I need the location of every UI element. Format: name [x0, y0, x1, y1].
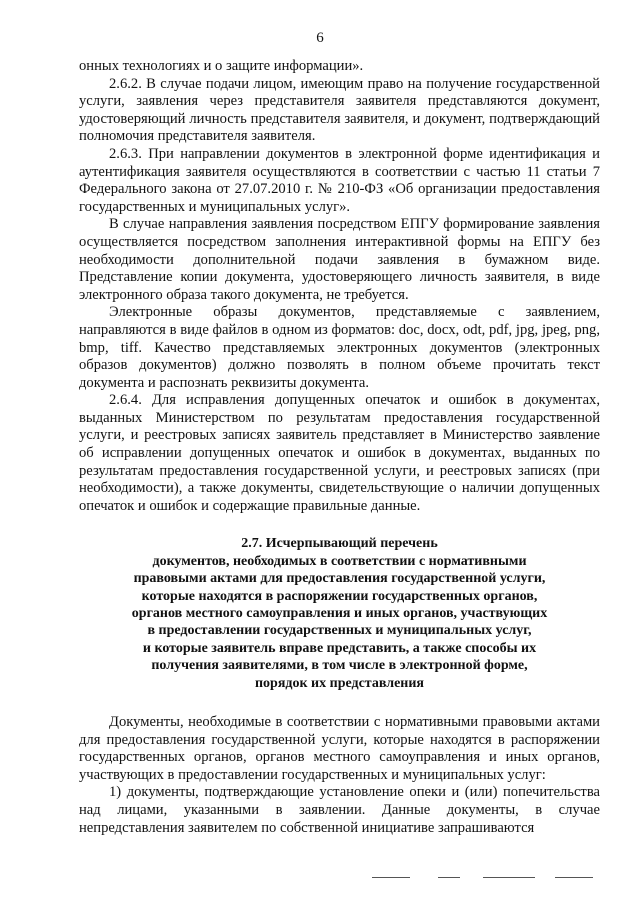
- heading-line: получения заявителями, в том числе в электронной форме,: [151, 658, 528, 674]
- section-heading: [79, 535, 600, 692]
- paragraph-formats: Электронные образы документов, представляемые с заявлением, направляются в виде файлов в одном из форматов: doc, docx, odt, pdf, jpg, jpeg, png, bmp, tiff. Качество представляемых электронных документов (электронных образов документов) должно позволять в полном объеме прочитать текст документа и распознать реквизиты документа.: [79, 304, 600, 391]
- paragraph-p264: 2.6.4. Для исправления допущенных опечаток и ошибок в документах, выданных Министерством по результатам предоставления государственной услуги, и реестровых записях заявитель представляет в Министерство заявление об исправлении допущенных опечаток и ошибок в документах, выданных по результатам предоставления государственной услуги, и реестровых записях (при необходимости), а также документы, свидетельствующие о наличии допущенных опечаток и ошибок и содержащие правильные данные.: [79, 392, 600, 514]
- heading-line: которые находятся в распоряжении государственных органов,: [141, 588, 538, 604]
- heading-line: и которые заявитель вправе представить, а также способы их: [142, 640, 537, 656]
- paragraph-p263: 2.6.3. При направлении документов в электронной форме идентификация и аутентификация заявителя осуществляются в соответствии с частью 11 статьи 7 Федерального закона от 27.07.2010 г. № 210-ФЗ «Об организации предоставления государственных и муниципальных услуг».: [79, 145, 600, 215]
- bottom-paragraphs: [79, 714, 600, 837]
- heading-line: 2.7. Исчерпывающий перечень: [241, 536, 438, 552]
- paragraph-cont: онных технологиях и о защите информации».: [79, 58, 364, 74]
- document-body: [79, 58, 600, 837]
- heading-line: органов местного самоуправления и иных органов, участвующих: [131, 606, 548, 622]
- paragraph-item1: 1) документы, подтверждающие установление опеки и (или) попечительства над лицами, указанными в заявлении. Данные документы, в случае непредставления заявителем по собственной инициативе запрашиваются: [79, 784, 600, 836]
- heading-line: порядок их представления: [254, 675, 425, 691]
- heading-line: правовыми актами для предоставления государственной услуги,: [133, 571, 546, 587]
- footer-rule: [438, 877, 460, 878]
- footer-rule: [483, 877, 535, 878]
- paragraph-epgu: В случае направления заявления посредством ЕПГУ формирование заявления осуществляется посредством заполнения интерактивной формы на ЕПГУ без необходимости дополнительной подачи заявления в бумажном виде. Представление копии документа, удостоверяющего личность заявителя, в виде электронного образа такого документа, не требуется.: [79, 216, 600, 303]
- top-paragraphs: [79, 58, 600, 515]
- heading-line: документов, необходимых в соответствии с нормативными: [152, 553, 527, 569]
- page-number: 6: [316, 30, 324, 46]
- footer-rule: [555, 877, 593, 878]
- paragraph-p262: 2.6.2. В случае подачи лицом, имеющим право на получение государственной услуги, заявления через представителя заявителя представляются документ, удостоверяющий личность представителя заявителя, и документ, подтверждающий полномочия представителя заявителя.: [79, 75, 600, 145]
- footer-rule: [372, 877, 410, 878]
- paragraph-docs: Документы, необходимые в соответствии с нормативными правовыми актами для предоставления государственной услуги, которые находятся в распоряжении государственных органов, органов местного самоуправления и иных органов, участвующих в предоставлении государственных и муниципальных услуг:: [79, 714, 600, 783]
- heading-line: в предоставлении государственных и муниципальных услуг,: [147, 623, 532, 639]
